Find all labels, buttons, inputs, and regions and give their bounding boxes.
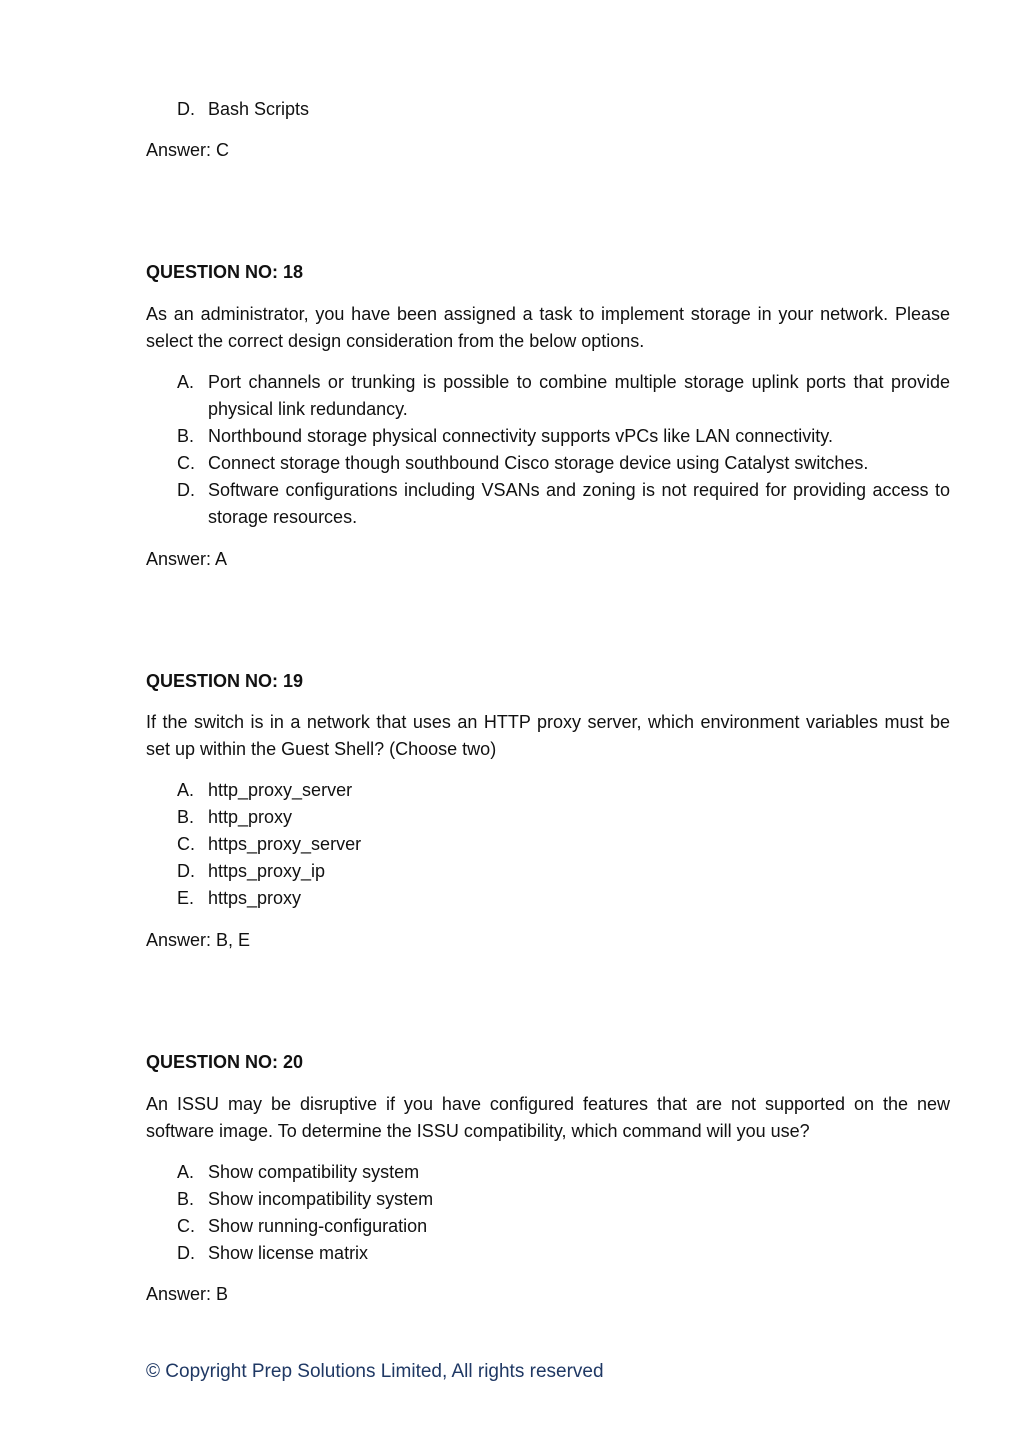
option-b (177, 804, 950, 831)
option-text: Port channels or trunking is possible to combine multiple storage uplink ports that provide physical link redundancy. (208, 372, 950, 419)
option-letter: D. (177, 1243, 195, 1263)
option-letter: A. (177, 780, 195, 800)
option-letter: C. (177, 1216, 195, 1236)
option-a (177, 777, 950, 804)
option-text: http_proxy_server (208, 780, 353, 800)
option-a (177, 369, 950, 423)
option-e (177, 885, 950, 912)
document-page (146, 0, 950, 1447)
question-title: QUESTION NO: 18 (146, 262, 304, 282)
option-d (177, 1240, 950, 1267)
option-text: http_proxy (208, 807, 293, 827)
option-letter: D. (177, 480, 195, 500)
answer-text: Answer: C (146, 140, 230, 160)
option-d (177, 477, 950, 531)
option-text: Show compatibility system (208, 1162, 420, 1182)
option-letter: E. (177, 888, 195, 908)
question-stem: If the switch is in a network that uses an HTTP proxy server, which environment variables must be set up within the Guest Shell? (Choose two) (146, 712, 950, 759)
option-text: Show running-configuration (208, 1216, 428, 1236)
question-title: QUESTION NO: 19 (146, 671, 304, 691)
option-text: Northbound storage physical connectivity supports vPCs like LAN connectivity. (208, 426, 833, 446)
option-text: https_proxy_ip (208, 861, 326, 881)
option-c (177, 831, 950, 858)
answer-text: Answer: B, E (146, 930, 251, 950)
option-letter: B. (177, 1189, 195, 1209)
option-text: Bash Scripts (208, 99, 310, 119)
copyright-footer: © Copyright Prep Solutions Limited, All rights reserved (146, 1361, 604, 1382)
option-text: Connect storage though southbound Cisco storage device using Catalyst switches. (208, 453, 869, 473)
option-text: Software configurations including VSANs and zoning is not required for providing access to storage resources. (208, 480, 950, 527)
option-d (177, 858, 950, 885)
question-stem: An ISSU may be disruptive if you have configured features that are not supported on the new software image. To determine the ISSU compatibility, which command will you use? (146, 1094, 950, 1141)
option-letter: B. (177, 807, 195, 827)
option-text: https_proxy (208, 888, 302, 908)
option-d (177, 96, 950, 123)
option-text: https_proxy_server (208, 834, 362, 854)
option-a (177, 1159, 950, 1186)
option-letter: A. (177, 372, 195, 392)
option-b (177, 1186, 950, 1213)
option-letter: C. (177, 834, 195, 854)
option-letter: D. (177, 861, 195, 881)
option-c (177, 450, 950, 477)
option-letter: A. (177, 1162, 195, 1182)
question-stem: As an administrator, you have been assigned a task to implement storage in your network. Please select the correct design consideration from the below options. (146, 304, 950, 351)
option-c (177, 1213, 950, 1240)
answer-text: Answer: B (146, 1284, 229, 1304)
option-text: Show license matrix (208, 1243, 369, 1263)
answer-text: Answer: A (146, 549, 228, 569)
option-text: Show incompatibility system (208, 1189, 434, 1209)
option-b (177, 423, 950, 450)
option-letter: B. (177, 426, 195, 446)
option-letter: D. (177, 99, 195, 119)
option-letter: C. (177, 453, 195, 473)
question-title: QUESTION NO: 20 (146, 1052, 304, 1072)
